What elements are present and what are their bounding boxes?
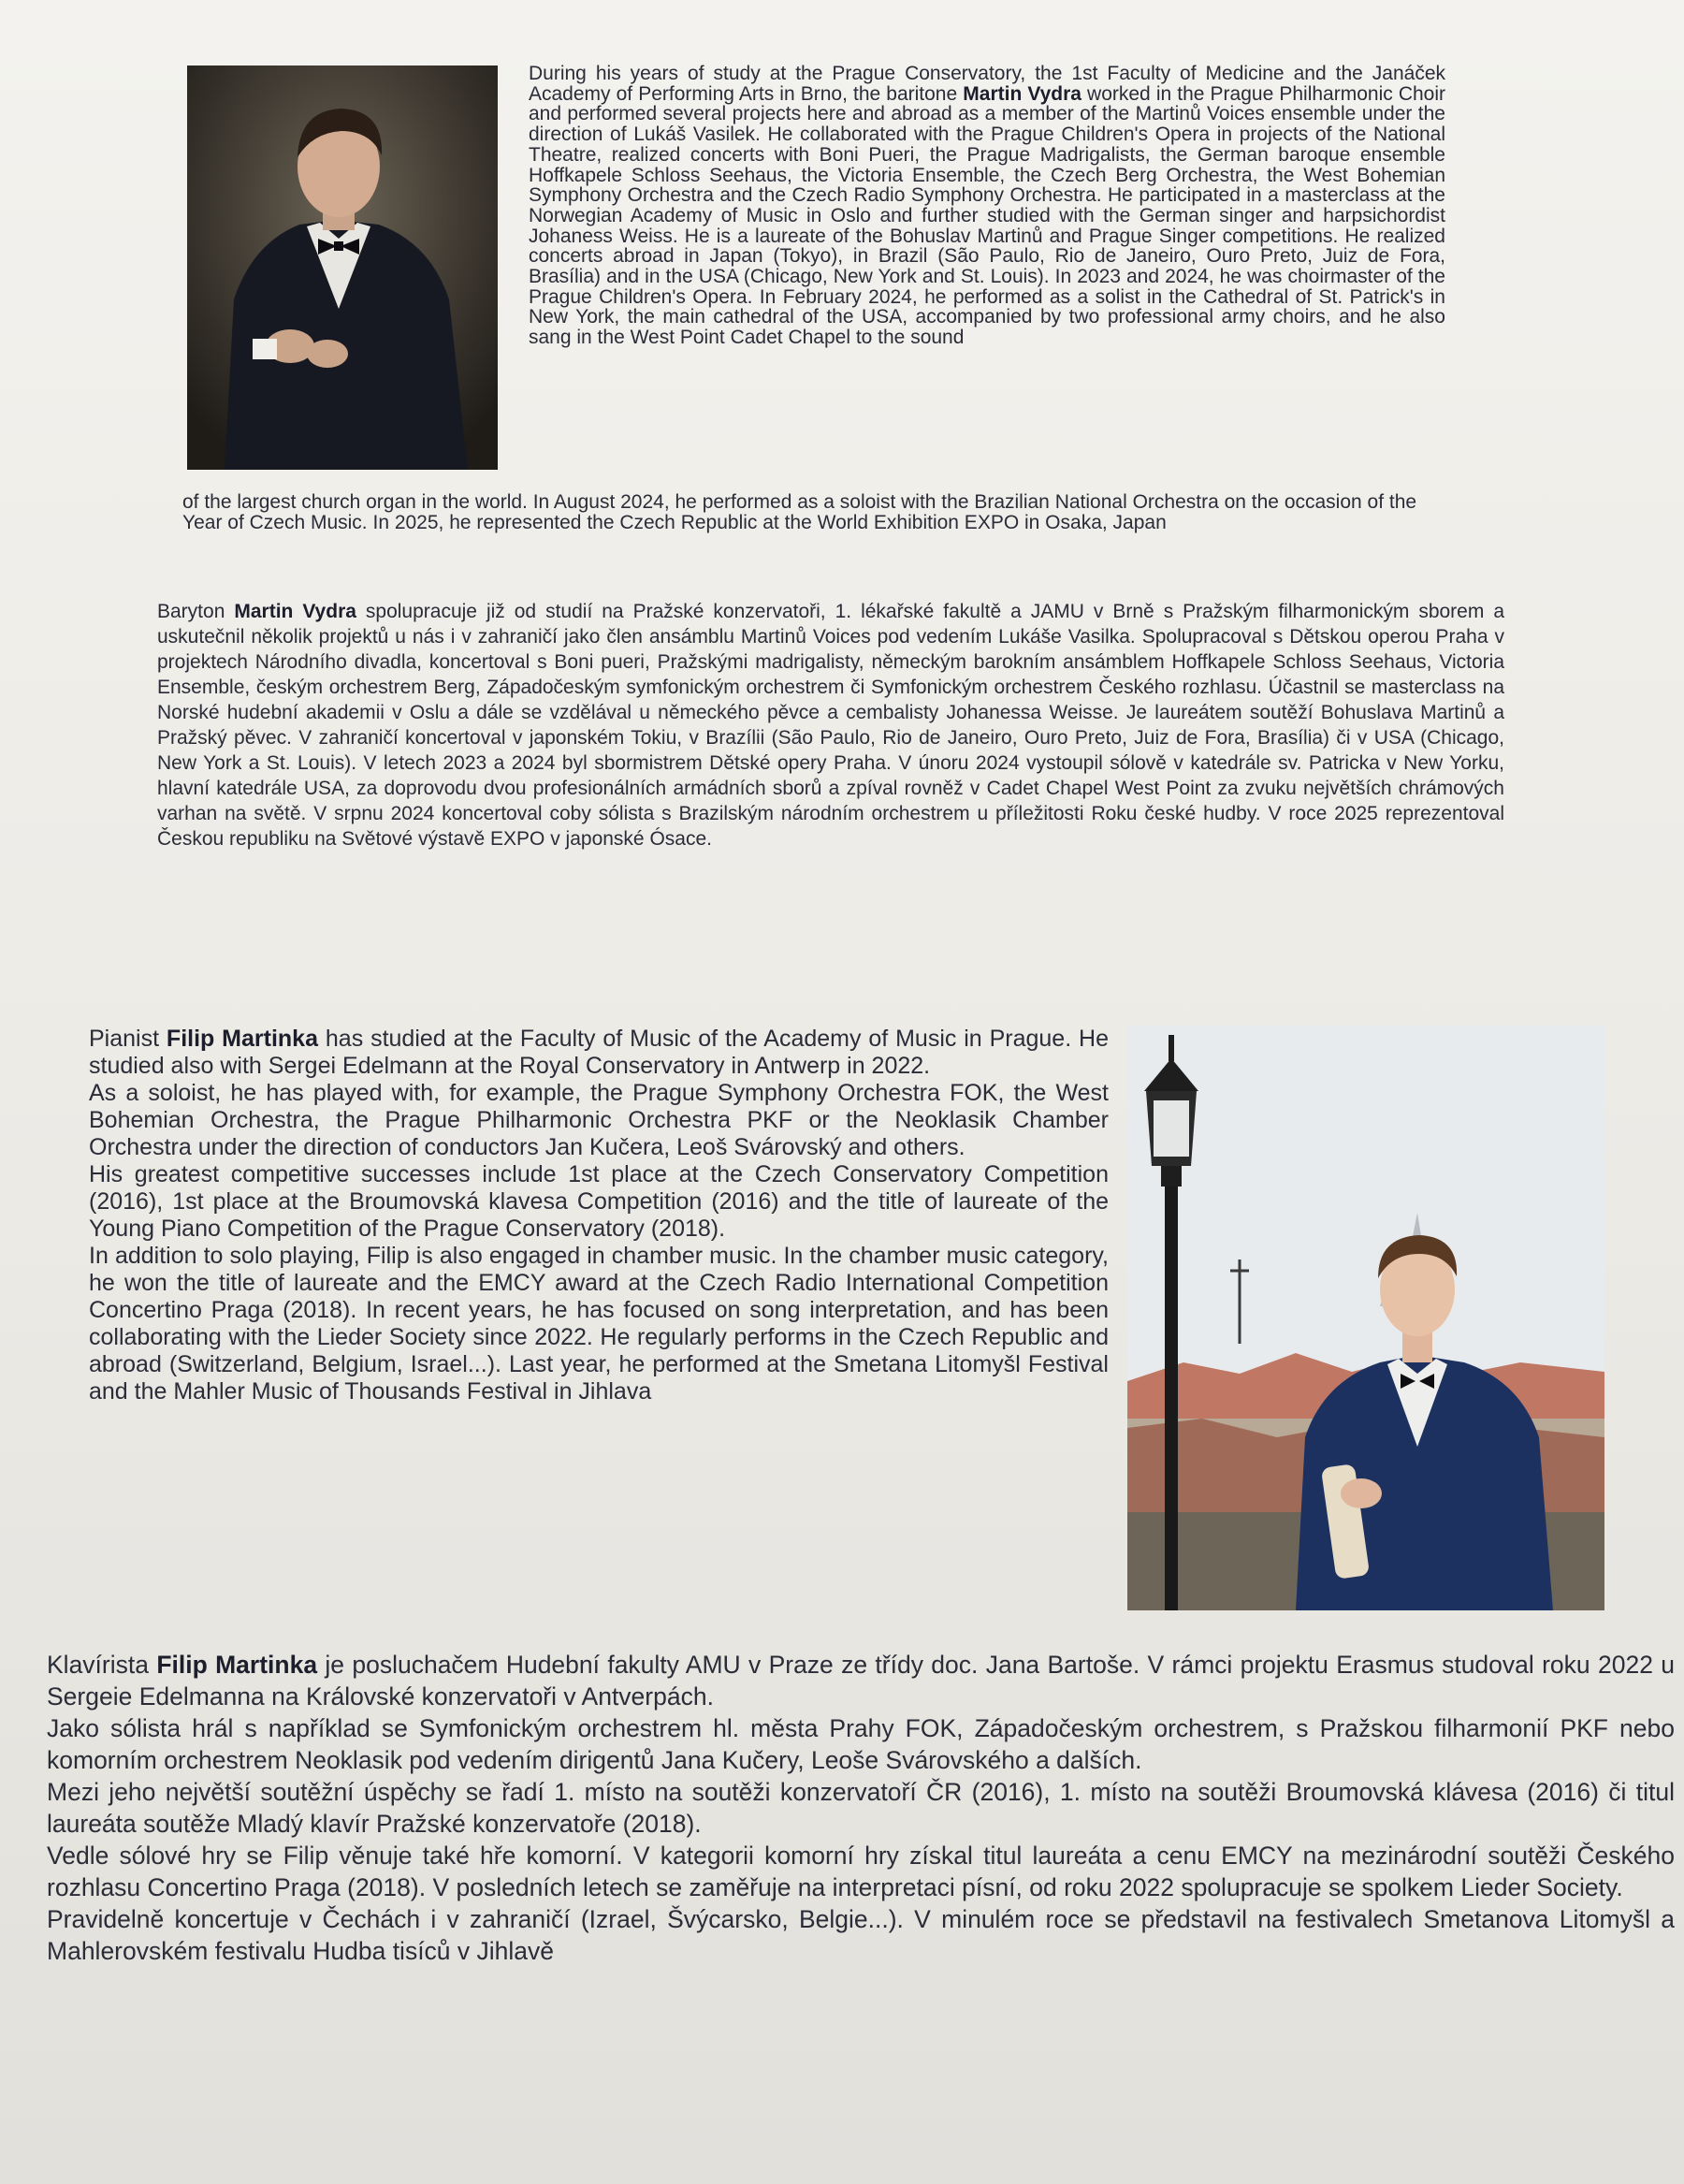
vydra-cz-body: spolupracuje již od studií na Pražské konzervatoři, 1. lékařské fakultě a JAMU v Brně s Pražským filharmonickým sborem a uskutečnil několik projektů u nás i v zahraničí jako člen ansámblu Martinů Voices pod vedením Lukáše Vasilka. Spolupracoval s Dětskou operou Praha v projektech Národního divadla, koncertoval s Boni pueri, Pražskými madrigalisty, německým barokním ansámblem Hoffkapele Schloss Seehaus, Victoria Ensemble, českým orchestrem Berg, Západočeským symfonickým orchestrem či Symfonickým orchestrem Českého rozhlasu. Účastnil se masterclass na Norské hudební akademii v Oslu a dále se vzdělával u německého pěvce a cembalisty Johanessa Weisse. Je laureátem soutěží Bohuslava Martinů a Pražský pěvec. V zahraničí koncertoval v japonském Tokiu, v Brazílii (São Paulo, Rio de Janeiro, Ouro Preto, Juiz de Fora, Brasília) či v USA (Chicago, New York a St. Louis). V letech 2023 a 2024 byl sbormistrem Dětské opery Praha. V únoru 2024 vystoupil sólově v katedrále sv. Patricka v New Yorku, hlavní katedrále USA, za doprovodu dvou profesionálních armádních sborů a zpíval rovněž v Cadet Chapel West Point za zvuku největších chrámových varhan na světě. V srpnu 2024 koncertoval coby sólista s Brazilským národním orchestrem u příležitosti Roku české hudby. V roce 2025 reprezentoval Českou republiku na Světové výstavě EXPO v japonské Ósace. [157, 601, 1505, 850]
vydra-cz-paragraph [157, 599, 1504, 852]
vydra-en-tail: of the largest church organ in the world. In August 2024, he performed as a soloist with the Brazilian National Orchestra on the occasion of the Year of Czech Music. In 2025, he represented the Czech Republic at the World Exhibition EXPO in Osaka, Japan [182, 491, 1417, 533]
vydra-cz-name: Martin Vydra [234, 601, 356, 622]
martinka-bio-english [89, 1026, 1109, 1405]
pianist-portrait-image [1127, 1026, 1604, 1610]
martinka-cz-p5: Pravidelně koncertuje v Čechách i v zahraničí (Izrael, Švýcarsko, Belgie...). V minulém roce se představil na festivalech Smetanova Litomyšl a Mahlerovském festivalu Hudba tisíců v Jihlavě [47, 1905, 1675, 1965]
martinka-cz-p4: Vedle sólové hry se Filip věnuje také hře komorní. V kategorii komorní hry získal titul laureáta a cenu EMCY na mezinárodní soutěži Českého rozhlasu Concertino Praga (2018). V posledních letech se zaměřuje na interpretaci písní, od roku 2022 spolupracuje se spolkem Lieder Society. [47, 1842, 1675, 1901]
vydra-en-name: Martin Vydra [963, 82, 1082, 105]
martinka-en-p1-body: has studied at the Faculty of Music of the Academy of Music in Prague. He studied also with Sergei Edelmann at the Royal Conservatory in Antwerp in 2022. [89, 1026, 1109, 1079]
vydra-en-intro: During his years of study at the Prague Conservatory, the 1st Faculty of Medicine and the Janáček Academy of Performing Arts in Brno, the baritone [529, 63, 1445, 105]
martinka-en-p3: His greatest competitive successes include 1st place at the Czech Conservatory Competition (2016), 1st place at the Broumovská klavesa Competition (2016) and the title of laureate of the Young Piano Competition of the Prague Conservatory (2018). [89, 1161, 1109, 1242]
vydra-en-paragraph [529, 64, 1445, 348]
photo-martin-vydra [187, 66, 498, 470]
martinka-cz-p1 [47, 1649, 1675, 1712]
martinka-en-p2: As a soloist, he has played with, for example, the Prague Symphony Orchestra FOK, the West Bohemian Orchestra, the Prague Philharmonic Orchestra PKF or the Neoklasik Chamber Orchestra under the direction of conductors Jan Kučera, Leoš Svárovský and others. [89, 1080, 1109, 1160]
martinka-cz-name: Filip Martinka [156, 1651, 318, 1679]
photo-filip-martinka [1127, 1026, 1604, 1610]
vydra-cz-intro: Baryton [157, 601, 235, 622]
martinka-en-p1 [89, 1026, 1109, 1080]
vydra-bio-czech [157, 599, 1504, 852]
martinka-en-p4: In addition to solo playing, Filip is also engaged in chamber music. In the chamber music category, he won the title of laureate and the EMCY award at the Czech Radio International Competition Concertino Praga (2018). In recent years, he has focused on song interpretation, and has been collaborating with the Lieder Society since 2022. He regularly performs in the Czech Republic and abroad (Switzerland, Belgium, Israel...). Last year, he performed at the Smetana Litomyšl Festival and the Mahler Music of Thousands Festival in Jihlava [89, 1243, 1109, 1405]
vydra-bio-english-continued [182, 492, 1455, 532]
martinka-en-name: Filip Martinka [166, 1026, 318, 1052]
baritone-portrait-image [187, 66, 498, 470]
vydra-en-body: worked in the Prague Philharmonic Choir and performed several projects here and abroad as a member of the Martinů Voices ensemble under the direction of Lukáš Vasilek. He collaborated with the Prague Children's Opera in projects of the National Theatre, realized concerts with Boni Pueri, the Prague Madrigalists, the German baroque ensemble Hoffkapele Schloss Seehaus, the Victoria Ensemble, the Czech Berg Orchestra, the West Bohemian Symphony Orchestra and the Czech Radio Symphony Orchestra. He participated in a masterclass at the Norwegian Academy of Music in Oslo and further studied with the German singer and harpsichordist Johaness Weiss. He is a laureate of the Bohuslav Martinů and Prague Singer competitions. He realized concerts abroad in Japan (Tokyo), in Brazil (São Paulo, Rio de Janeiro, Ouro Preto, Juiz de Fora, Brasília) and in the USA (Chicago, New York and St. Louis). In 2023 and 2024, he was choirmaster of the Prague Children's Opera. In February 2024, he performed as a solist in the Cathedral of St. Patrick's in New York, the main cathedral of the USA, accompanied by two professional army choirs, and he also sang in the West Point Cadet Chapel to the sound [529, 82, 1446, 349]
martinka-cz-intro: Klavírista [47, 1651, 157, 1679]
martinka-bio-czech [47, 1649, 1675, 1967]
vydra-bio-english [529, 64, 1445, 348]
martinka-cz-p2: Jako sólista hrál s například se Symfonickým orchestrem hl. města Prahy FOK, Západočeským orchestrem, s Pražskou filharmonií PKF nebo komorním orchestrem Neoklasik pod vedením dirigentů Jana Kučery, Leoše Svárovského a dalších. [47, 1714, 1675, 1774]
martinka-en-intro: Pianist [89, 1026, 167, 1052]
martinka-cz-p3: Mezi jeho největší soutěžní úspěchy se řadí 1. místo na soutěži konzervatoří ČR (2016), 1. místo na soutěži Broumovská klávesa (2016) či titul laureáta soutěže Mladý klavír Pražské konzervatoře (2018). [47, 1778, 1675, 1838]
martinka-cz-p1-body: je posluchačem Hudební fakulty AMU v Praze ze třídy doc. Jana Bartoše. V rámci projektu Erasmus studoval roku 2022 u Sergeie Edelmanna na Královské konzervatoři v Antverpách. [47, 1651, 1675, 1711]
